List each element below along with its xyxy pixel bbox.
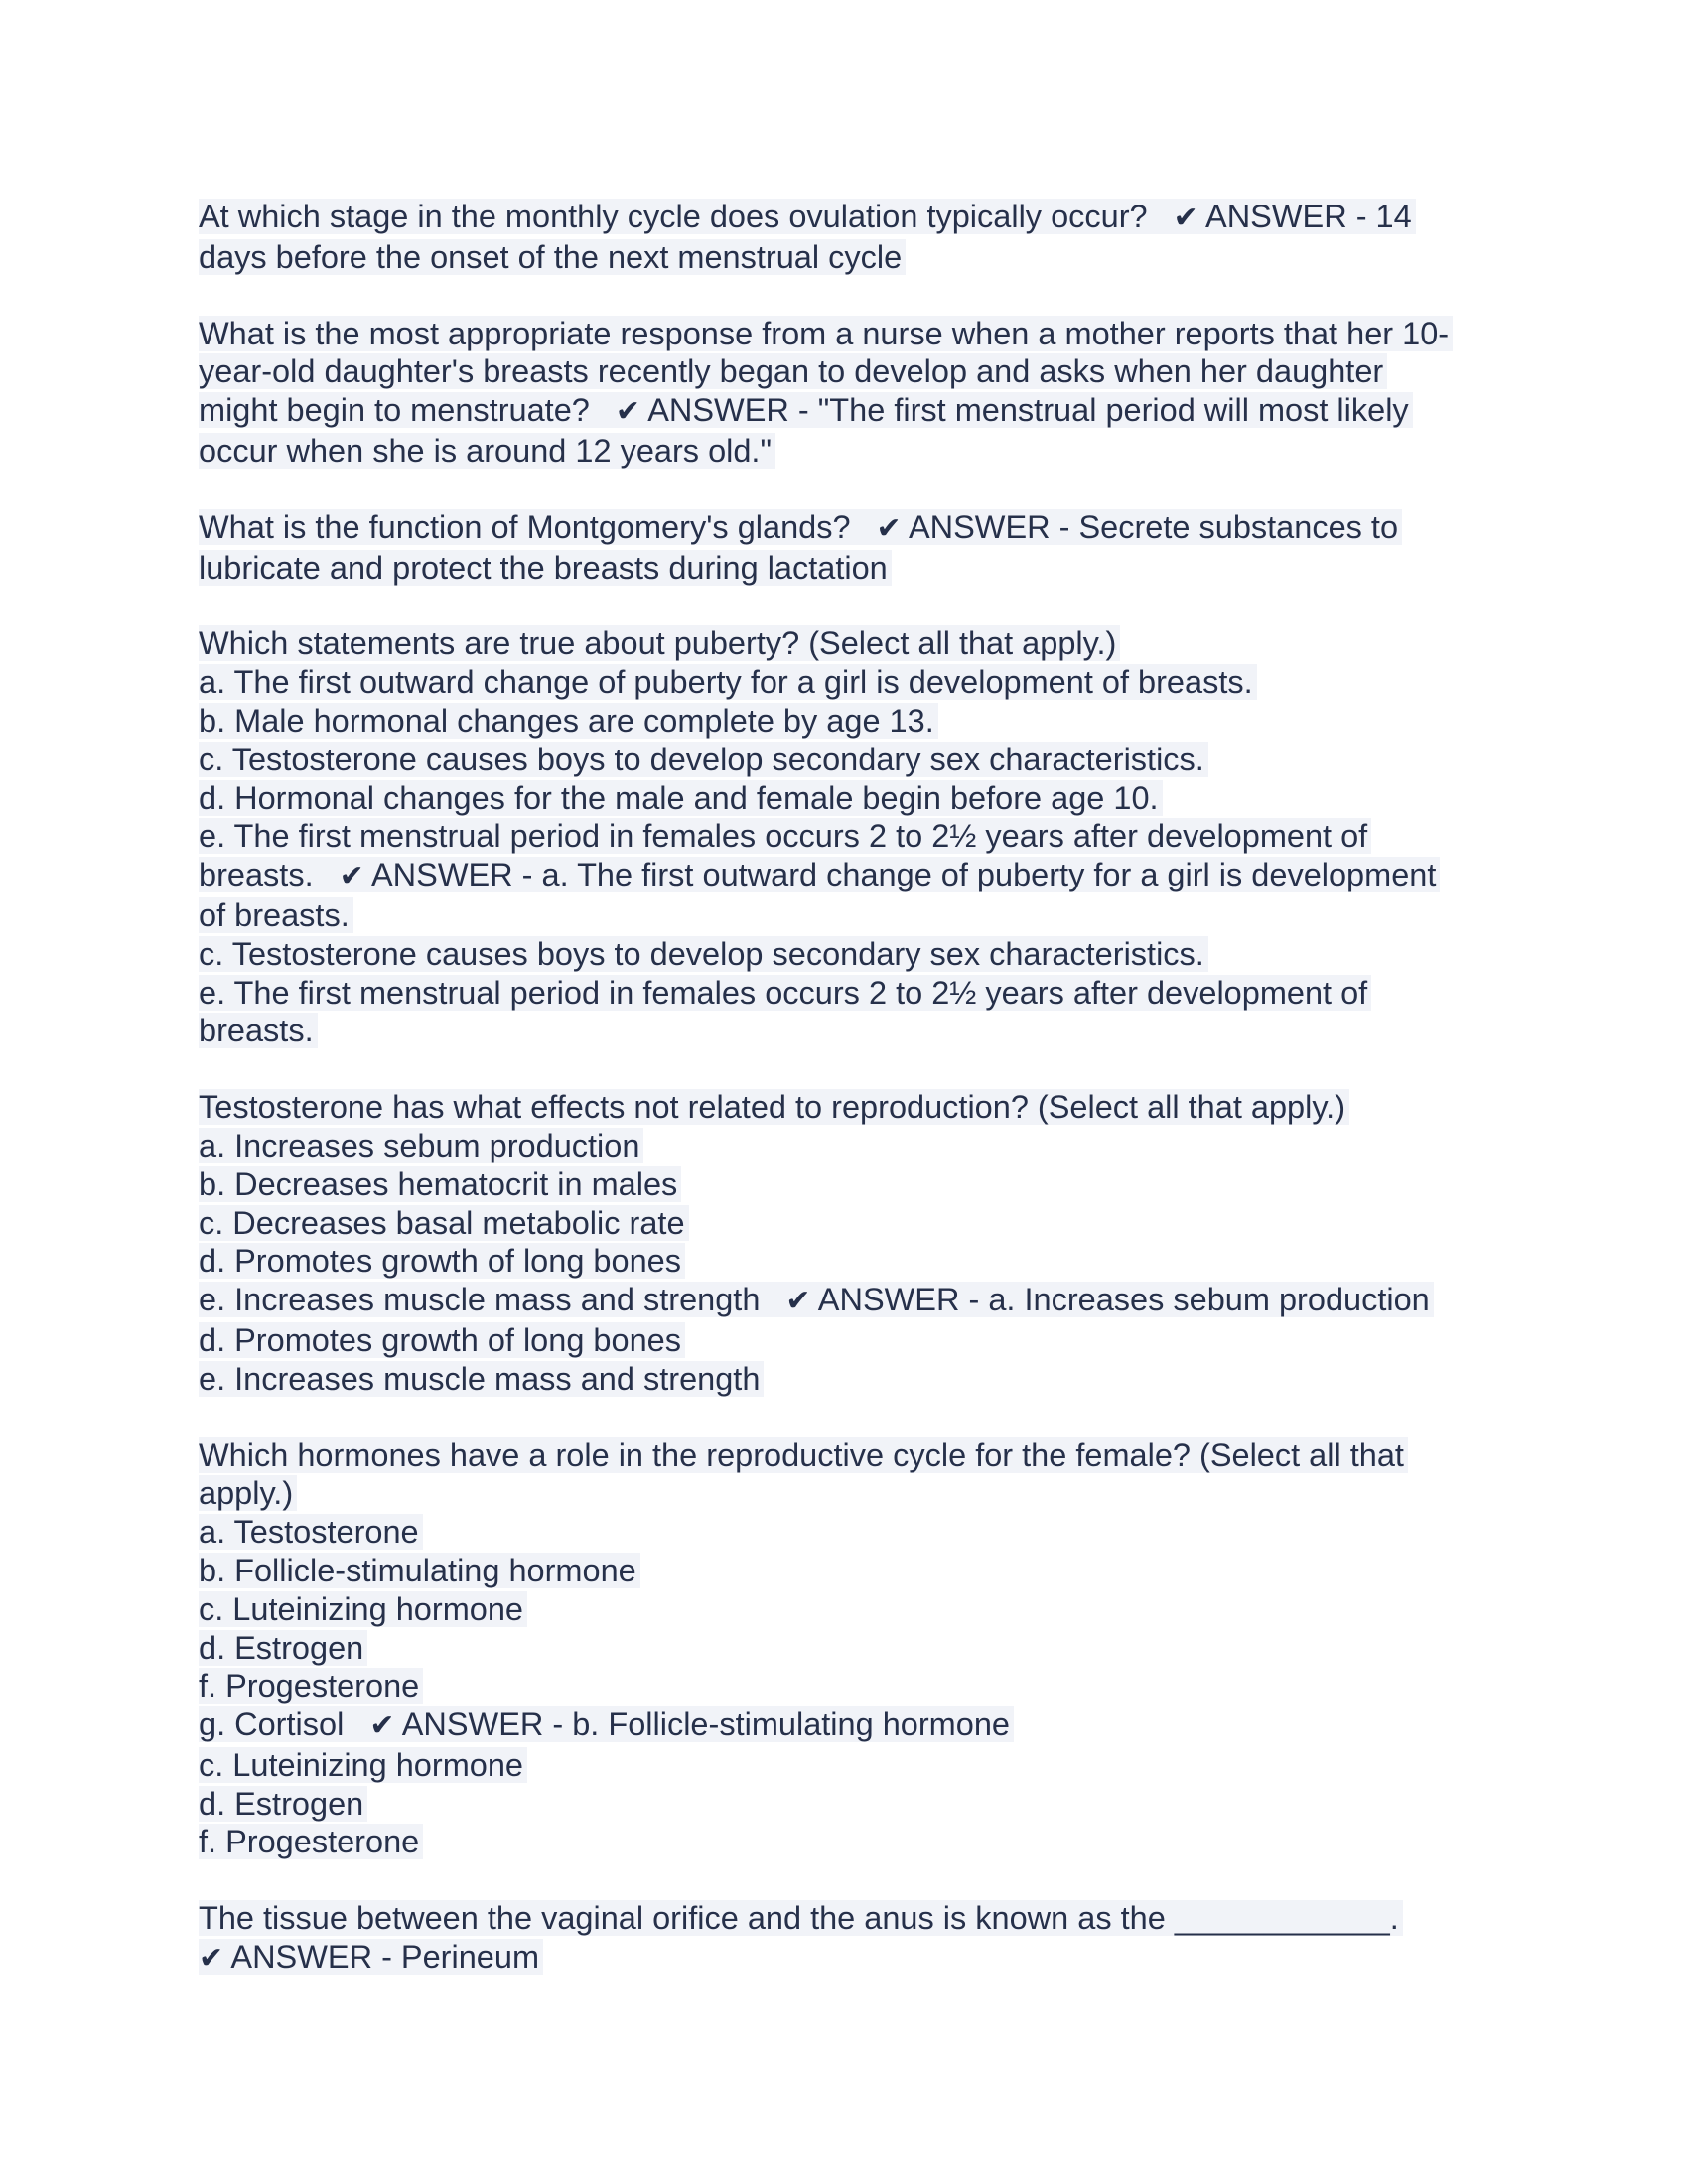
text-line xyxy=(199,315,1489,353)
document-page xyxy=(199,198,1489,2016)
highlighted-text xyxy=(199,353,1387,389)
highlighted-text xyxy=(199,1205,689,1241)
answer-text: ANSWER - 14 xyxy=(1205,199,1412,234)
text-line xyxy=(199,352,1489,391)
answer-text: ANSWER - Perineum xyxy=(230,1939,540,1976)
highlighted-text xyxy=(199,1900,1403,1936)
question-block xyxy=(199,198,1489,277)
text-line xyxy=(199,1706,1489,1746)
question-block xyxy=(199,508,1489,588)
text-line xyxy=(199,1667,1489,1706)
text-line xyxy=(199,1746,1489,1785)
text-line xyxy=(199,1242,1489,1281)
body-text: a. The first outward change of puberty for a girl is development of breasts. xyxy=(199,664,1253,701)
text-line xyxy=(199,238,1489,277)
body-text: c. Testosterone causes boys to develop secondary sex characteristics. xyxy=(199,741,1204,777)
text-line xyxy=(199,391,1489,432)
highlighted-text xyxy=(199,199,1416,234)
highlighted-text xyxy=(199,664,1257,700)
body-text: Testosterone has what effects not related to reproduction? (Select all that apply.) xyxy=(199,1089,1346,1126)
highlighted-text xyxy=(199,1166,681,1202)
text-line xyxy=(199,817,1489,856)
text-line xyxy=(199,1629,1489,1668)
question-block xyxy=(199,624,1489,1050)
body-text: f. Progesterone xyxy=(199,1824,420,1860)
text-line xyxy=(199,1127,1489,1165)
highlighted-text xyxy=(199,703,938,739)
question-block xyxy=(199,1088,1489,1398)
checkmark-icon: ✔ xyxy=(876,510,902,546)
body-text: d. Promotes growth of long bones xyxy=(199,1243,681,1280)
highlighted-text xyxy=(199,1630,367,1666)
text-line xyxy=(199,1436,1489,1475)
text-line xyxy=(199,1281,1489,1321)
body-text: breasts. xyxy=(199,1013,314,1049)
text-line xyxy=(199,1552,1489,1590)
highlighted-text xyxy=(199,818,1371,854)
body-text: b. Decreases hematocrit in males xyxy=(199,1165,678,1202)
answer-text: ANSWER - a. Increases sebum production xyxy=(817,1282,1430,1318)
body-text: d. Promotes growth of long bones xyxy=(199,1321,681,1358)
body-text: c. Luteinizing hormone xyxy=(199,1746,523,1783)
body-text: c. Testosterone causes boys to develop secondary sex characteristics. xyxy=(199,935,1204,972)
highlighted-text xyxy=(199,1475,297,1511)
body-text: f. Progesterone xyxy=(199,1668,420,1705)
question-text: g. Cortisol xyxy=(199,1706,345,1743)
highlighted-text xyxy=(199,742,1208,777)
highlighted-text xyxy=(199,857,1440,892)
question-block xyxy=(199,315,1489,471)
highlighted-text xyxy=(199,936,1208,972)
text-line xyxy=(199,1204,1489,1243)
body-text: Which statements are true about puberty? (Select all that apply.) xyxy=(199,625,1117,662)
highlighted-text xyxy=(199,1361,764,1397)
body-text: b. Male hormonal changes are complete by age 13. xyxy=(199,702,934,739)
question-block xyxy=(199,1436,1489,1862)
text-line xyxy=(199,663,1489,702)
text-line xyxy=(199,549,1489,588)
checkmark-icon: ✔ xyxy=(199,1941,224,1977)
body-text: e. Increases muscle mass and strength xyxy=(199,1360,761,1397)
highlighted-text xyxy=(199,1128,643,1163)
checkmark-icon: ✔ xyxy=(615,394,640,430)
highlighted-text xyxy=(199,780,1163,816)
body-text: e. The first menstrual period in females occurs 2 to 2½ years after development of xyxy=(199,818,1368,855)
body-text: a. Testosterone xyxy=(199,1514,419,1551)
body-text: occur when she is around 12 years old." xyxy=(199,432,773,469)
answer-text: ANSWER - Secrete substances to xyxy=(908,508,1399,545)
body-text: of breasts. xyxy=(199,896,350,933)
highlighted-text xyxy=(199,239,906,275)
text-line xyxy=(199,198,1489,238)
text-line xyxy=(199,1823,1489,1861)
highlighted-text xyxy=(199,1322,685,1358)
body-text: What is the most appropriate response from a nurse when a mother reports that her 10- xyxy=(199,315,1450,351)
text-line xyxy=(199,1088,1489,1127)
text-line xyxy=(199,741,1489,779)
highlighted-text xyxy=(199,1706,1014,1742)
body-text: The tissue between the vaginal orifice and the anus is known as the ____________. xyxy=(199,1900,1399,1937)
checkmark-icon: ✔ xyxy=(369,1708,395,1744)
highlighted-text xyxy=(199,1243,685,1279)
question-text: breasts. xyxy=(199,857,314,893)
body-text: d. Estrogen xyxy=(199,1629,364,1666)
highlighted-text xyxy=(199,550,892,586)
highlighted-text xyxy=(199,1939,543,1975)
highlighted-text xyxy=(199,1013,318,1048)
text-line xyxy=(199,1360,1489,1399)
body-text: apply.) xyxy=(199,1475,294,1512)
checkmark-icon: ✔ xyxy=(339,859,364,894)
highlighted-text xyxy=(199,1747,527,1783)
highlighted-text xyxy=(199,1668,423,1704)
highlighted-text xyxy=(199,1553,640,1588)
text-line xyxy=(199,1165,1489,1204)
text-line xyxy=(199,702,1489,741)
highlighted-text xyxy=(199,316,1453,351)
highlighted-text xyxy=(199,897,353,933)
body-text: b. Follicle-stimulating hormone xyxy=(199,1552,636,1588)
text-line xyxy=(199,779,1489,818)
text-line xyxy=(199,432,1489,471)
body-text: d. Estrogen xyxy=(199,1785,364,1822)
text-line xyxy=(199,1321,1489,1360)
checkmark-icon: ✔ xyxy=(785,1284,811,1319)
body-text: year-old daughter's breasts recently began to develop and asks when her daughter xyxy=(199,353,1384,390)
question-text: At which stage in the monthly cycle does ovulation typically occur? xyxy=(199,199,1148,234)
text-line xyxy=(199,1899,1489,1938)
highlighted-text xyxy=(199,509,1402,545)
question-block xyxy=(199,1899,1489,1979)
highlighted-text xyxy=(199,975,1371,1011)
highlighted-text xyxy=(199,1514,423,1550)
question-text: might begin to menstruate? xyxy=(199,392,590,429)
body-text: d. Hormonal changes for the male and female begin before age 10. xyxy=(199,779,1159,816)
body-text: lubricate and protect the breasts during lactation xyxy=(199,549,888,586)
text-line xyxy=(199,624,1489,663)
body-text: a. Increases sebum production xyxy=(199,1127,640,1163)
body-text: Which hormones have a role in the reproductive cycle for the female? (Select all that xyxy=(199,1436,1404,1473)
text-line xyxy=(199,896,1489,935)
text-line xyxy=(199,508,1489,549)
body-text: c. Luteinizing hormone xyxy=(199,1590,523,1627)
answer-text: ANSWER - a. The first outward change of puberty for a girl is development xyxy=(371,857,1437,893)
checkmark-icon: ✔ xyxy=(1173,201,1198,235)
body-text: e. The first menstrual period in females occurs 2 to 2½ years after development of xyxy=(199,974,1368,1011)
text-line xyxy=(199,1938,1489,1979)
highlighted-text xyxy=(199,1824,423,1859)
highlighted-text xyxy=(199,1786,367,1822)
body-text: c. Decreases basal metabolic rate xyxy=(199,1204,685,1241)
text-line xyxy=(199,856,1489,896)
highlighted-text xyxy=(199,392,1413,428)
text-line xyxy=(199,1012,1489,1050)
body-text: days before the onset of the next menstrual cycle xyxy=(199,238,903,275)
highlighted-text xyxy=(199,1282,1434,1317)
highlighted-text xyxy=(199,625,1120,661)
highlighted-text xyxy=(199,433,775,469)
highlighted-text xyxy=(199,1591,527,1627)
text-line xyxy=(199,1513,1489,1552)
highlighted-text xyxy=(199,1089,1349,1125)
text-line xyxy=(199,1590,1489,1629)
text-line xyxy=(199,935,1489,974)
question-text: e. Increases muscle mass and strength xyxy=(199,1282,761,1318)
text-line xyxy=(199,1474,1489,1513)
highlighted-text xyxy=(199,1437,1408,1473)
answer-text: ANSWER - "The first menstrual period will most likely xyxy=(647,392,1409,429)
text-line xyxy=(199,974,1489,1013)
question-text: What is the function of Montgomery's glands? xyxy=(199,508,851,545)
text-line xyxy=(199,1785,1489,1824)
answer-text: ANSWER - b. Follicle-stimulating hormone xyxy=(401,1706,1010,1743)
